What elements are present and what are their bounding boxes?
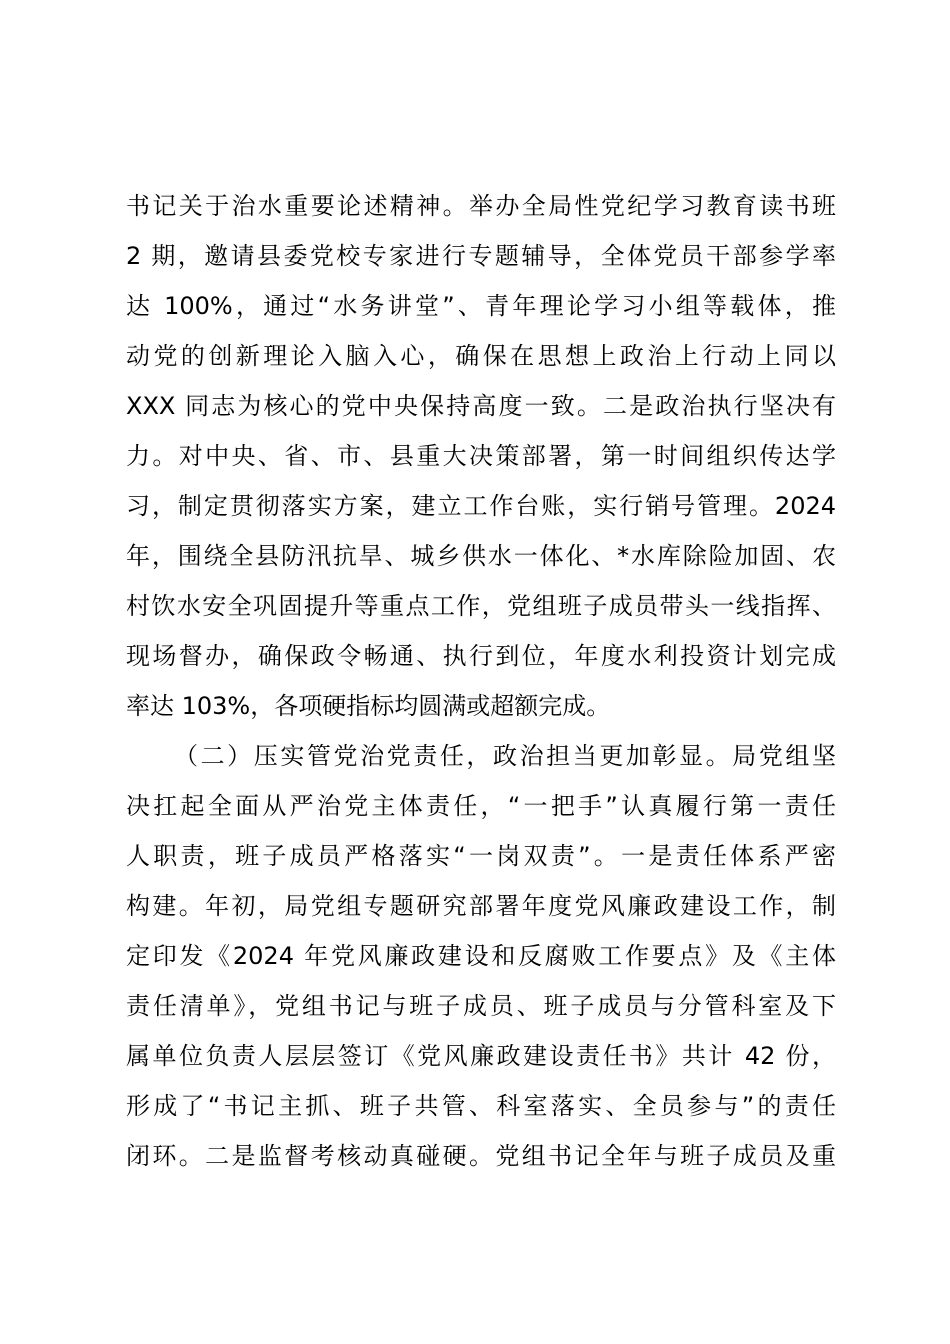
- paragraph-end-line: 率达 103%，各项硬指标均圆满或超额完成。: [126, 692, 611, 720]
- text-line: 定印发《2024 年党风廉政建设和反腐败工作要点》及《主体: [126, 942, 836, 970]
- text-line: 书记关于治水重要论述精神。举办全局性党纪学习教育读书班: [126, 192, 836, 220]
- text-line: 形成了“书记主抓、班子共管、科室落实、全员参与”的责任: [126, 1092, 836, 1120]
- text-line: 力。对中央、省、市、县重大决策部署，第一时间组织传达学: [126, 442, 836, 470]
- text-line: 达 100%，通过“水务讲堂”、青年理论学习小组等载体，推: [126, 292, 836, 320]
- text-line: 人职责，班子成员严格落实“一岗双责”。一是责任体系严密: [126, 842, 836, 870]
- text-line: 闭环。二是监督考核动真碰硬。党组书记全年与班子成员及重: [126, 1142, 836, 1170]
- text-line: 2 期，邀请县委党校专家进行专题辅导，全体党员干部参学率: [126, 242, 836, 270]
- text-line: 习，制定贯彻落实方案，建立工作台账，实行销号管理。2024: [126, 492, 836, 520]
- text-line: 构建。年初，局党组专题研究部署年度党风廉政建设工作，制: [126, 892, 836, 920]
- text-line: 动党的创新理论入脑入心，确保在思想上政治上行动上同以: [126, 342, 836, 370]
- text-line: 村饮水安全巩固提升等重点工作，党组班子成员带头一线指挥、: [126, 592, 836, 620]
- body-text: [126, 181, 836, 1181]
- section-heading-line: （二）压实管党治党责任，政治担当更加彰显。局党组坚: [174, 742, 836, 770]
- text-line: XXX 同志为核心的党中央保持高度一致。二是政治执行坚决有: [126, 392, 836, 420]
- text-line: 年，围绕全县防汛抗旱、城乡供水一体化、*水库除险加固、农: [126, 542, 836, 570]
- text-line: 责任清单》，党组书记与班子成员、班子成员与分管科室及下: [126, 992, 836, 1020]
- text-line: 决扛起全面从严治党主体责任，“一把手”认真履行第一责任: [126, 792, 836, 820]
- text-line: 现场督办，确保政令畅通、执行到位，年度水利投资计划完成: [126, 642, 836, 670]
- text-line: 属单位负责人层层签订《党风廉政建设责任书》共计 42 份，: [126, 1042, 836, 1070]
